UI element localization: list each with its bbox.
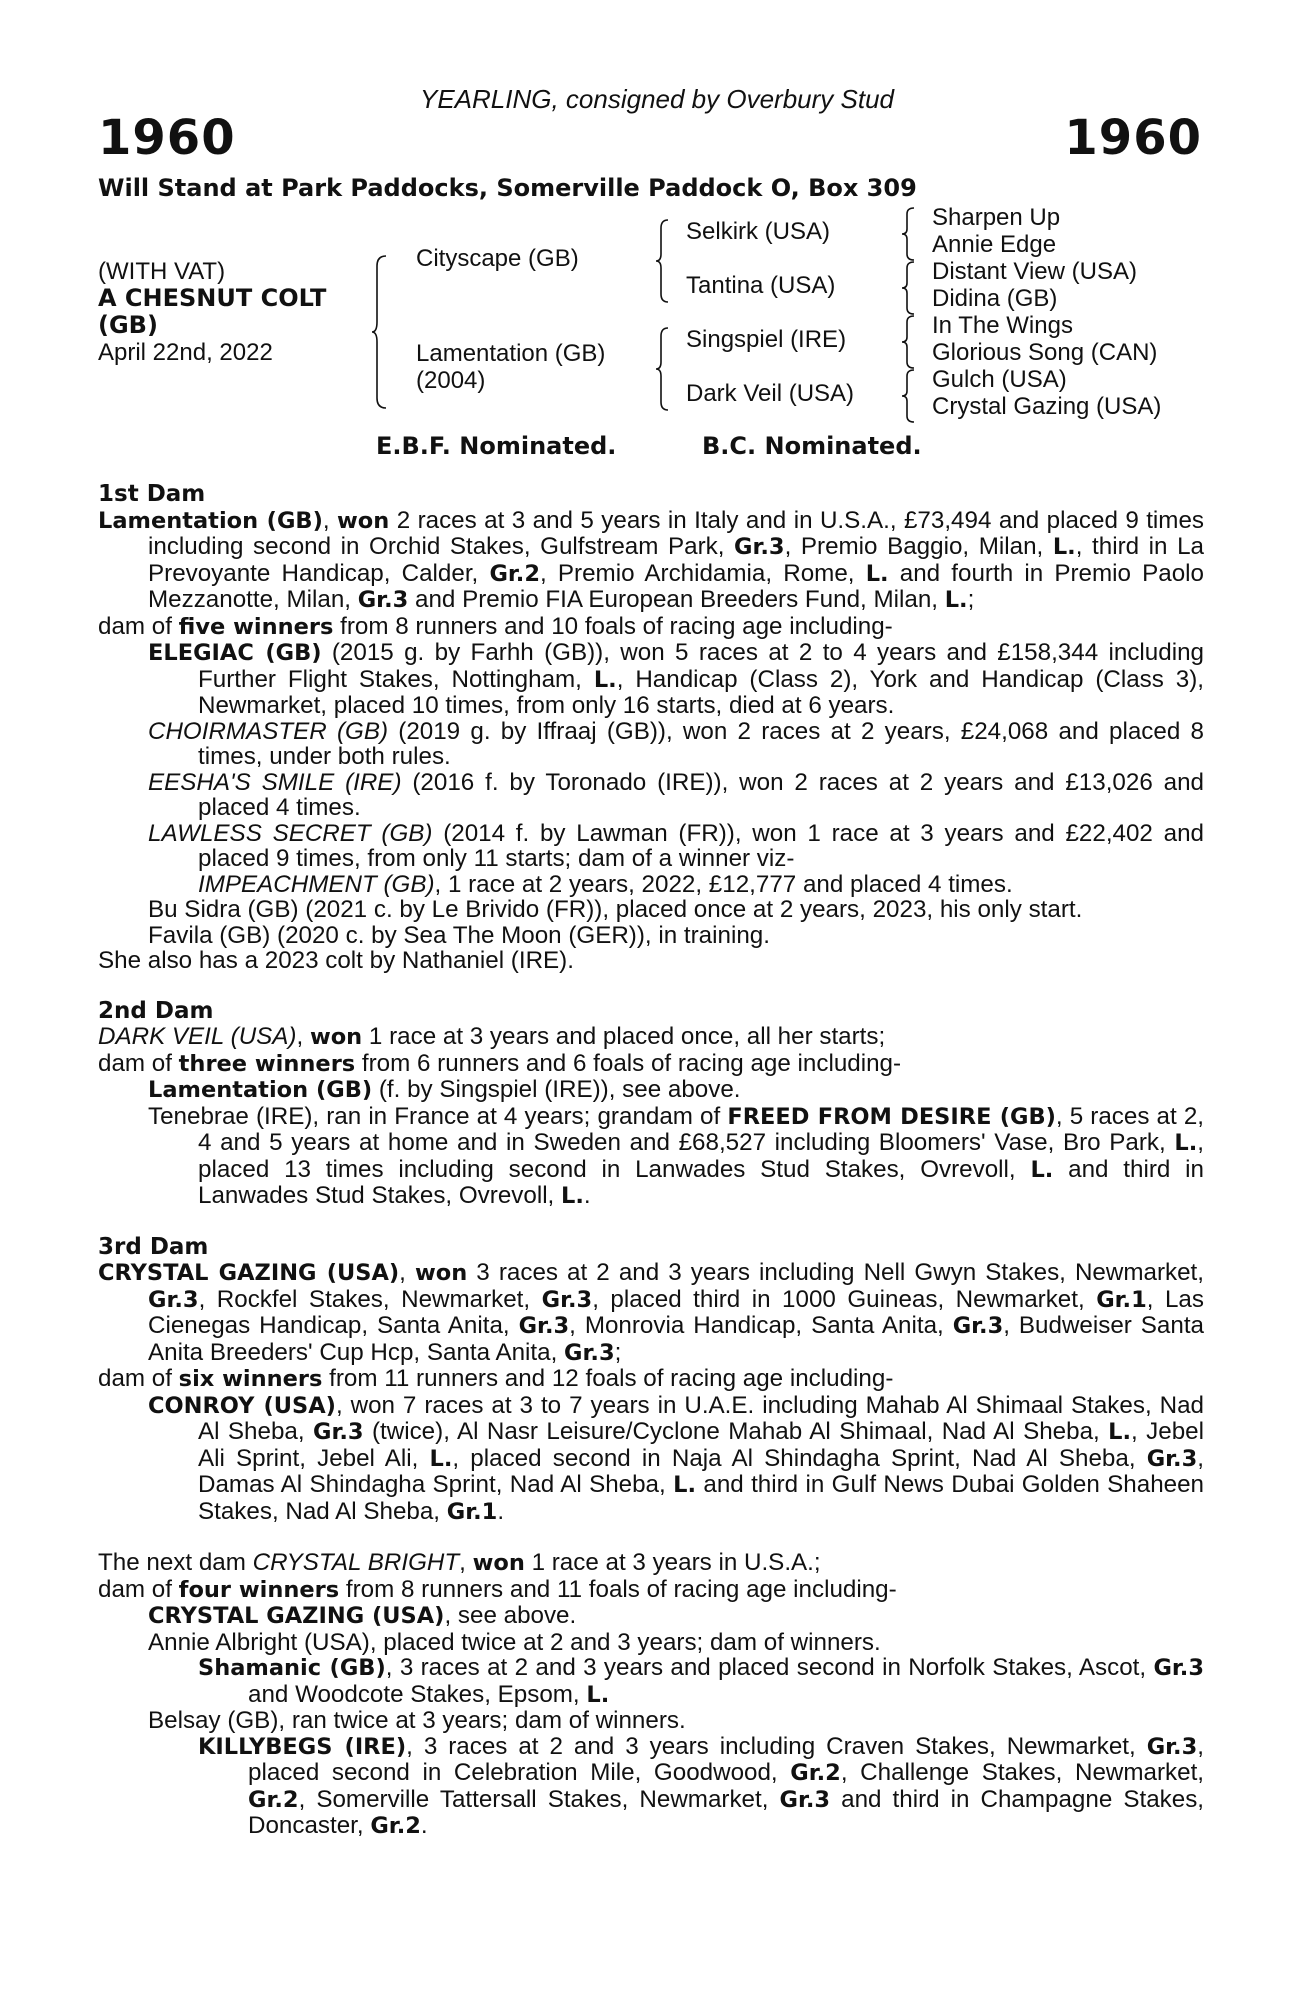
lot-number-right: 1960 <box>1064 110 1202 166</box>
grandproduce-entry: IMPEACHMENT (GB), 1 race at 2 years, 2022, £12,777 and placed 4 times. <box>198 870 1013 898</box>
first-dam-produce-summary: dam of five winners from 8 runners and 10 foals of racing age including- <box>98 612 893 640</box>
produce-entry: ELEGIAC (GB) (2015 g. by Farhh (GB)), won 5 races at 2 to 4 years and £158,344 including Further Flight Stakes, Nottingham, L., Handicap (Class 2), York and Handicap (Class 3), Newmarket, placed 10 times, from only 16 starts, died at 6 years. <box>148 639 1205 719</box>
dam-dam: Dark Veil (USA) <box>686 380 855 407</box>
produce-entry: Tenebrae (IRE), ran in France at 4 years; grandam of FREED FROM DESIRE (GB), 5 races at 2, 4 and 5 years at home and in Sweden and £68,527 including Bloomers' Vase, Bro Park, L., placed 13 times including second in Lanwades Stud Stakes, Ovrevoll, L. and third in Lanwades Stud Stakes, Ovrevoll, L.. <box>148 1102 1204 1209</box>
ancestor-g3: Gulch (USA) <box>932 366 1067 393</box>
ancestor-g3: Didina (GB) <box>932 285 1058 312</box>
produce-note: She also has a 2023 colt by Nathaniel (IRE). <box>98 947 574 974</box>
lot-number-left: 1960 <box>98 110 236 166</box>
third-dam-heading: 3rd Dam <box>98 1233 209 1260</box>
pedigree-brace-sire <box>656 218 672 304</box>
sire-sire: Selkirk (USA) <box>686 218 831 245</box>
next-dam-produce-summary: dam of four winners from 8 runners and 11 foals of racing age including- <box>98 1575 897 1603</box>
ancestor-g3: Annie Edge <box>932 231 1057 258</box>
pedigree-brace-g3-4 <box>902 368 918 424</box>
pedigree-brace-g3-1 <box>902 206 918 262</box>
produce-entry: Belsay (GB), ran twice at 3 years; dam of winners. <box>148 1707 686 1734</box>
next-dam-record: The next dam CRYSTAL BRIGHT, won 1 race at 3 years in U.S.A.; <box>98 1549 821 1576</box>
sire-dam: Tantina (USA) <box>686 272 836 299</box>
foaling-date: April 22nd, 2022 <box>98 339 273 366</box>
produce-entry: Favila (GB) (2020 c. by Sea The Moon (GER)), in training. <box>148 921 770 949</box>
ancestor-g3: Distant View (USA) <box>932 258 1137 285</box>
stabling-location: Will Stand at Park Paddocks, Somerville Paddock O, Box 309 <box>98 174 917 202</box>
ancestor-g3: Crystal Gazing (USA) <box>932 393 1162 420</box>
second-dam-record: DARK VEIL (USA), won 1 race at 3 years and placed once, all her starts; <box>98 1023 886 1050</box>
produce-entry: Lamentation (GB) (f. by Singspiel (IRE)), see above. <box>148 1076 741 1103</box>
second-dam-heading: 2nd Dam <box>98 997 214 1024</box>
produce-entry: CHOIRMASTER (GB) (2019 g. by Iffraaj (GB)), won 2 races at 2 years, £24,068 and placed 8 times, under both rules. <box>148 717 1204 770</box>
horse-description: A CHESNUT COLT <box>98 284 327 312</box>
grandproduce-entry: Shamanic (GB), 3 races at 2 and 3 years and placed second in Norfolk Stakes, Ascot, Gr.3 and Woodcote Stakes, Epsom, L. <box>198 1654 1204 1708</box>
first-dam-record: Lamentation (GB), won 2 races at 3 and 5 years in Italy and in U.S.A., £73,494 and placed 9 times including second in Orchid Stakes, Gulfstream Park, Gr.3, Premio Baggio, Milan, L., third in La Prevoyante Handicap, Calder, Gr.2, Premio Archidamia, Rome, L. and fourth in Premio Paolo Mezzanotte, Milan, Gr.3 and Premio FIA European Breeders Fund, Milan, L.; <box>98 506 1204 613</box>
catalogue-body <box>98 482 1204 1840</box>
third-dam-record: CRYSTAL GAZING (USA), won 3 races at 2 and 3 years including Nell Gwyn Stakes, Newmarket, Gr.3, Rockfel Stakes, Newmarket, Gr.3, placed third in 1000 Guineas, Newmarket, Gr.1, Las Cienegas Handicap, Santa Anita, Gr.3, Monrovia Handicap, Santa Anita, Gr.3, Budweiser Santa Anita Breeders' Cup Hcp, Santa Anita, Gr.3; <box>98 1259 1204 1366</box>
grandproduce-entry: KILLYBEGS (IRE), 3 races at 2 and 3 years including Craven Stakes, Newmarket, Gr.3, placed second in Celebration Mile, Goodwood, Gr.2, Challenge Stakes, Newmarket, Gr.2, Somerville Tattersall Stakes, Newmarket, Gr.3 and third in Champagne Stakes, Doncaster, Gr.2. <box>198 1732 1205 1839</box>
pedigree-brace-g3-2 <box>902 260 918 316</box>
pedigree-brace-gen1 <box>372 254 390 410</box>
produce-entry: Bu Sidra (GB) (2021 c. by Le Brivido (FR)), placed once at 2 years, 2023, his only start. <box>148 896 1083 923</box>
produce-entry: EESHA'S SMILE (IRE) (2016 f. by Toronado (IRE)), won 2 races at 2 years and £13,026 and placed 4 times. <box>148 768 1204 821</box>
vat-note: (WITH VAT) <box>98 258 226 285</box>
ancestor-g3: Sharpen Up <box>932 204 1061 231</box>
dam-year: (2004) <box>416 367 486 394</box>
ancestor-g3: In The Wings <box>932 312 1073 339</box>
produce-entry: CRYSTAL GAZING (USA), see above. <box>148 1602 577 1629</box>
sire-name: Cityscape (GB) <box>416 245 579 272</box>
produce-entry: LAWLESS SECRET (GB) (2014 f. by Lawman (FR)), won 1 race at 3 years and £22,402 and placed 9 times, from only 11 starts; dam of a winner viz- <box>148 819 1204 872</box>
first-dam-heading: 1st Dam <box>98 481 206 507</box>
dam-name: Lamentation (GB) <box>416 340 606 367</box>
horse-country: (GB) <box>98 311 158 339</box>
pedigree-brace-dam <box>656 326 672 412</box>
pedigree-brace-g3-3 <box>902 314 918 370</box>
second-dam-produce-summary: dam of three winners from 6 runners and 6 foals of racing age including- <box>98 1049 902 1077</box>
ebf-nomination: E.B.F. Nominated. <box>376 432 617 460</box>
produce-entry: Annie Albright (USA), placed twice at 2 and 3 years; dam of winners. <box>148 1628 881 1656</box>
ancestor-g3: Glorious Song (CAN) <box>932 339 1158 366</box>
third-dam-produce-summary: dam of six winners from 11 runners and 12 foals of racing age including- <box>98 1365 894 1392</box>
bc-nomination: B.C. Nominated. <box>702 432 922 460</box>
consignment-line: YEARLING, consigned by Overbury Stud <box>419 84 894 114</box>
dam-sire: Singspiel (IRE) <box>686 326 847 353</box>
produce-entry: CONROY (USA), won 7 races at 3 to 7 years in U.A.E. including Mahab Al Shimaal Stakes, Nad Al Sheba, Gr.3 (twice), Al Nasr Leisure/Cyclone Mahab Al Shimaal, Nad Al Sheba, L., Jebel Ali Sprint, Jebel Ali, L., placed second in Naja Al Shindagha Sprint, Nad Al Sheba, Gr.3, Damas Al Shindagha Sprint, Nad Al Sheba, L. and third in Gulf News Dubai Golden Shaheen Stakes, Nad Al Sheba, Gr.1. <box>148 1391 1205 1525</box>
